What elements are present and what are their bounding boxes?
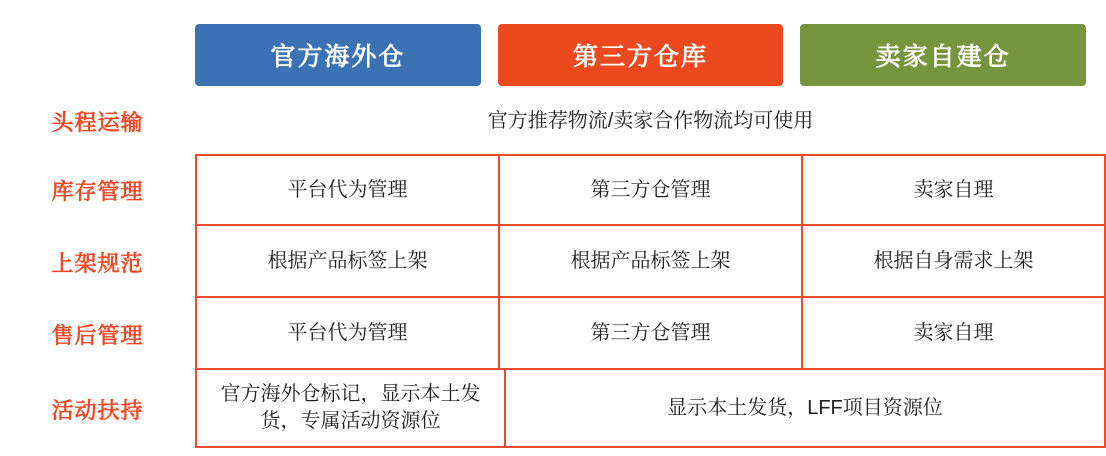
row-cells [195,154,1106,226]
table-row [0,370,1106,448]
row-label-after-sales-management: 售后管理 [51,322,144,348]
cell-inventory-official: 平台代为管理 [287,178,408,201]
column-header-label: 第三方仓库 [573,43,709,71]
cell-after-sales-seller: 卖家自理 [801,298,1104,368]
table-row [0,298,1106,370]
row-label-campaign-support: 活动扶持 [51,397,144,423]
column-header-label: 卖家自建仓 [875,43,1011,71]
row-label-inventory-management: 库存管理 [51,178,144,204]
cell-campaign-third-party-and-seller: 显示本土发货，LFF项目资源位 [504,370,1104,446]
table-body [0,88,1106,448]
row-cells [195,88,1106,154]
header-corner-spacer [0,24,195,88]
cell-campaign-official: 官方海外仓标记，显示本土发货，专属活动资源位 [220,383,481,432]
row-label-first-leg-transport: 头程运输 [51,109,144,135]
cell-inventory-seller: 卖家自理 [801,156,1104,224]
cell-after-sales-third-party: 第三方仓管理 [498,298,801,368]
table-row [0,226,1106,298]
table-row [0,88,1106,154]
cell-listing-seller: 根据自身需求上架 [801,226,1104,296]
column-header-official-overseas-warehouse [195,24,481,86]
row-cells [195,298,1106,370]
cell-first-leg-transport-all: 官方推荐物流/卖家合作物流均可使用 [487,109,814,132]
row-label-listing-standard: 上架规范 [51,250,144,276]
row-cells [195,370,1106,448]
column-header-seller-own-warehouse [800,24,1086,86]
cell-after-sales-official: 平台代为管理 [287,321,408,344]
column-header-label: 官方海外仓 [270,43,406,71]
table-header-row [0,24,1106,88]
column-header-third-party-warehouse [498,24,784,86]
cell-inventory-third-party: 第三方仓管理 [498,156,801,224]
row-cells [195,226,1106,298]
cell-listing-official: 根据产品标签上架 [267,249,428,272]
cell-listing-third-party: 根据产品标签上架 [498,226,801,296]
table-row [0,154,1106,226]
